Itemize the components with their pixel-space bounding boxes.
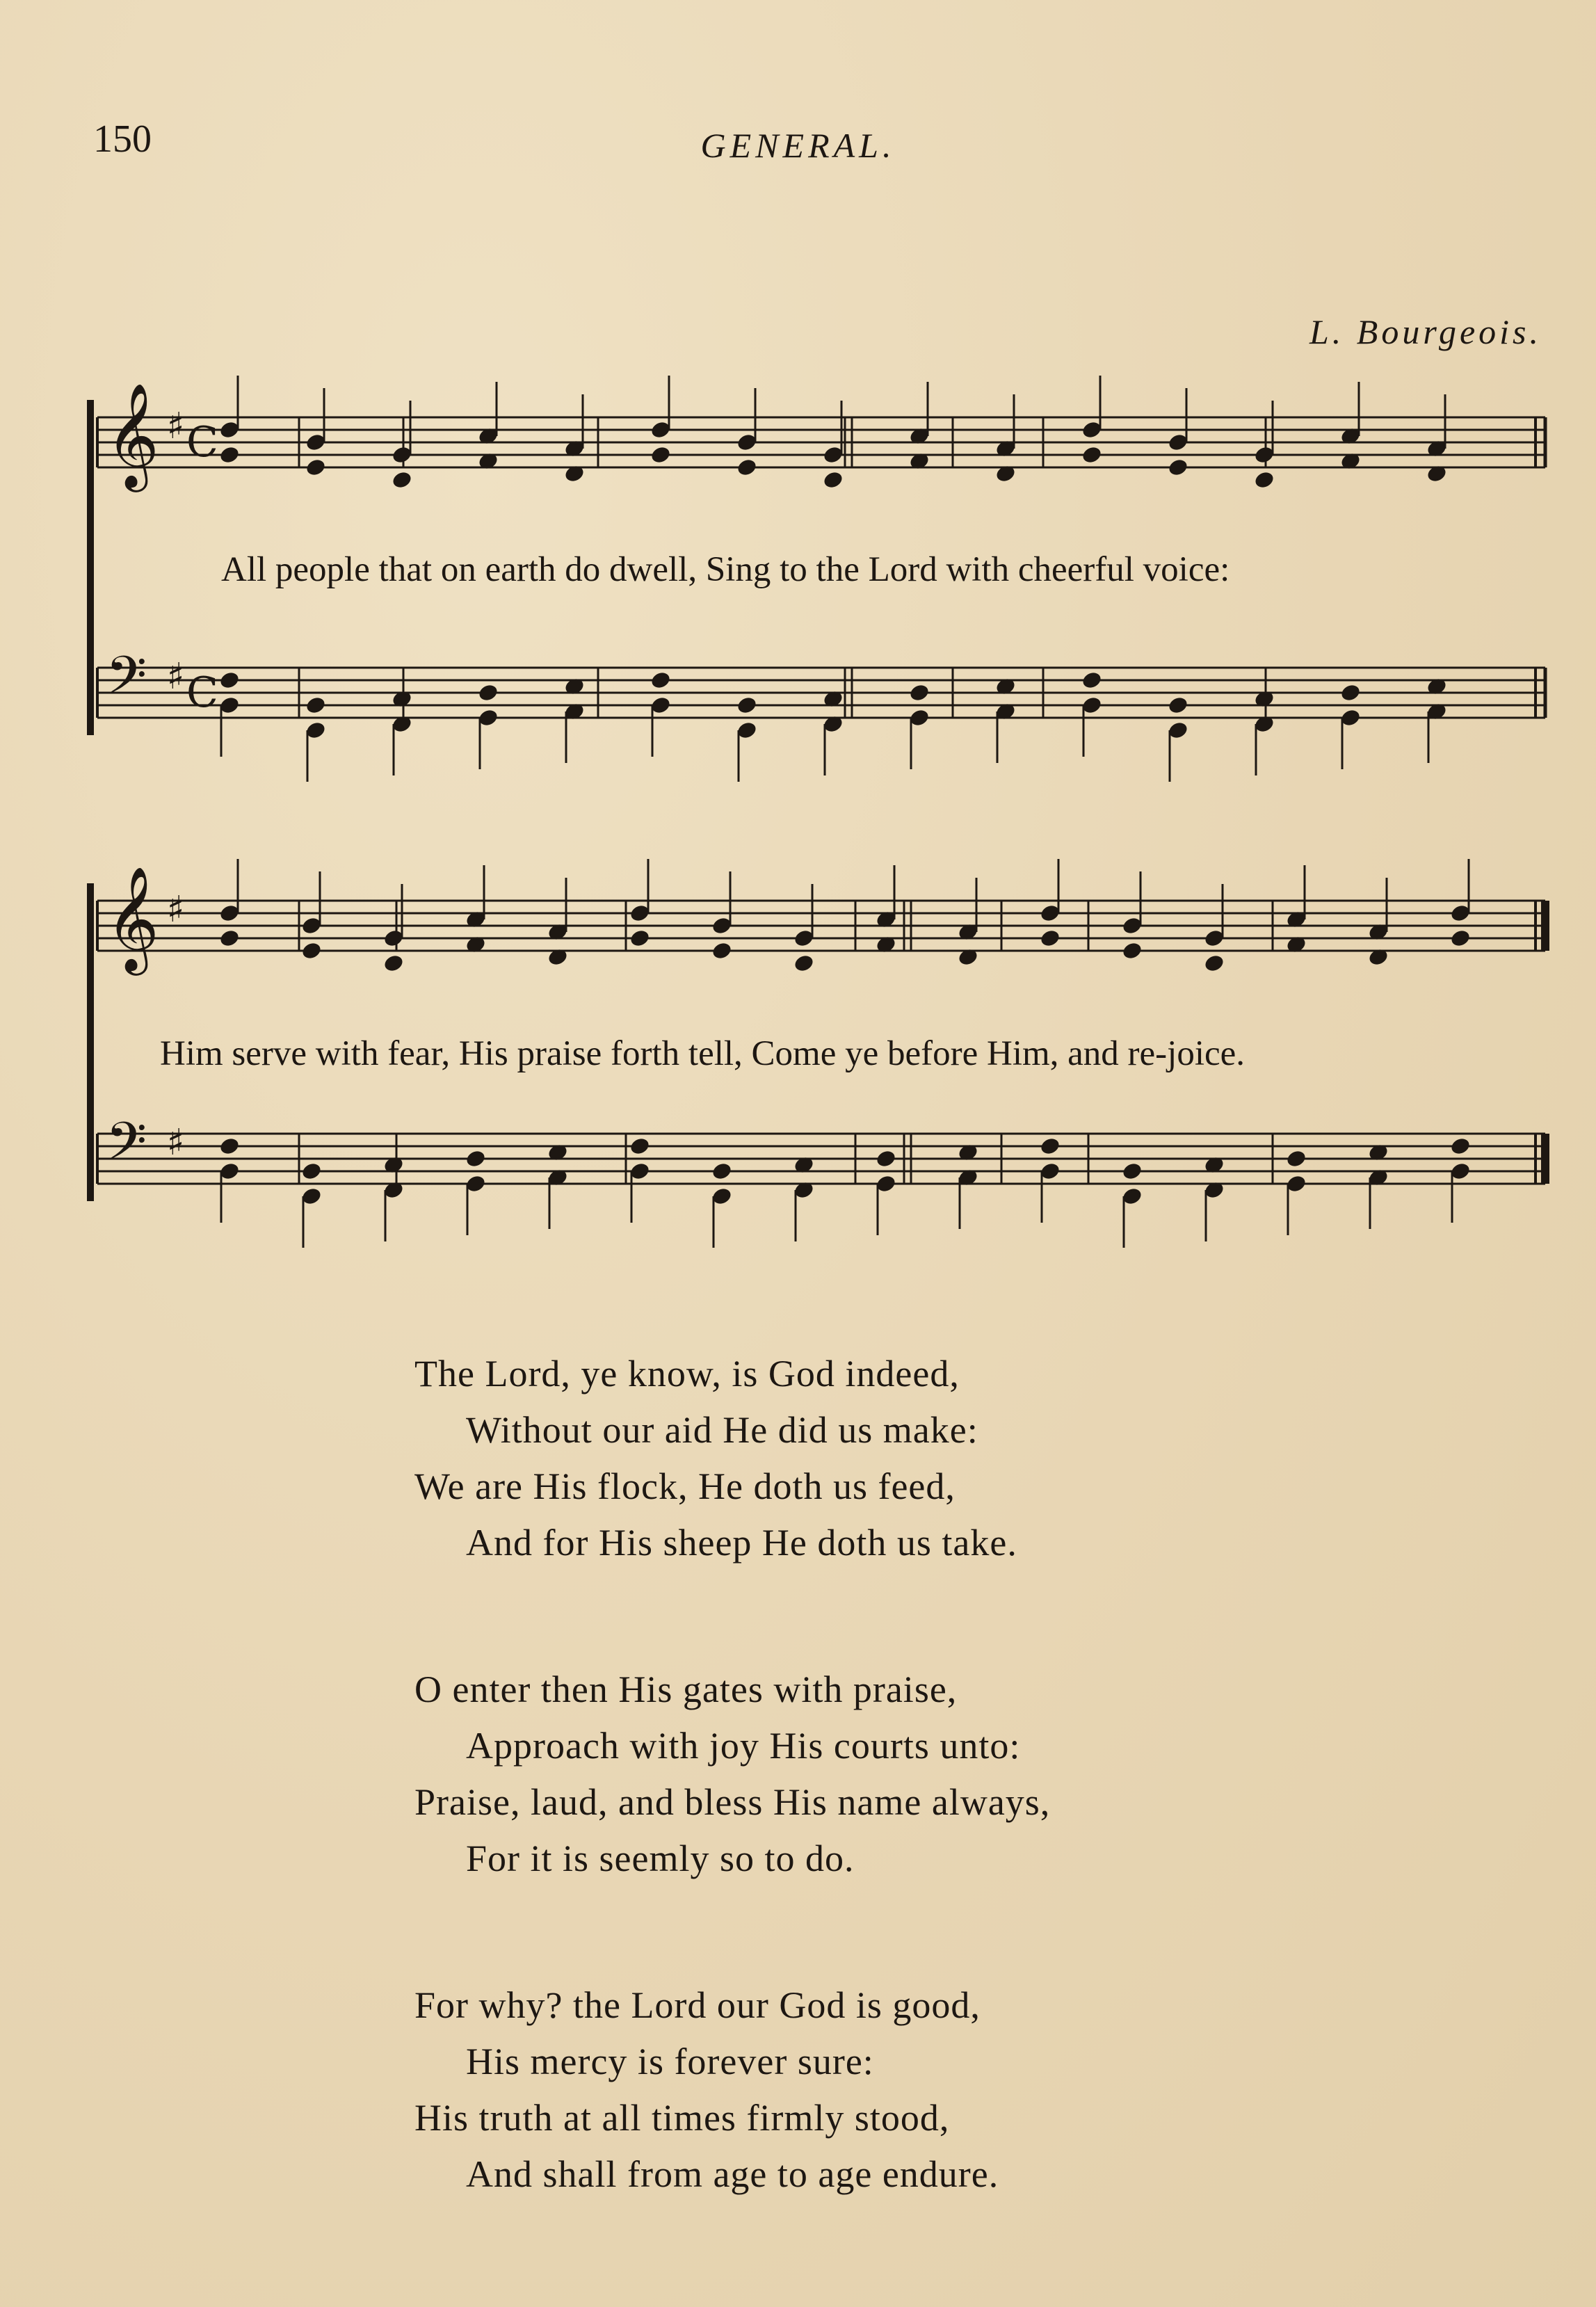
bass-clef: 𝄢 [106, 1111, 147, 1185]
key-signature: ♯ [167, 656, 185, 698]
note-head [1081, 670, 1103, 690]
note-head [1449, 928, 1472, 948]
verse-line: The Lord, ye know, is God indeed, [414, 1353, 960, 1394]
note-head [1339, 682, 1362, 702]
note-head [793, 953, 815, 973]
verse-line: And shall from age to age endure. [466, 2153, 999, 2195]
time-signature: C [186, 418, 218, 467]
note-head [382, 953, 405, 973]
verse-line: For it is seemly so to do. [466, 1838, 855, 1879]
note-head [1203, 953, 1225, 973]
note-head [1081, 444, 1103, 465]
stanza-2 [414, 1662, 1050, 1887]
note-head [1449, 1136, 1472, 1156]
key-signature: ♯ [167, 405, 185, 447]
note-head [711, 1161, 733, 1181]
note-head [822, 469, 844, 490]
note-head [477, 682, 499, 702]
verse-line: His mercy is forever sure: [466, 2041, 874, 2082]
note-head [465, 1148, 487, 1168]
note-head [305, 457, 327, 477]
note-head [1039, 928, 1061, 948]
treble-clef: 𝄞 [106, 382, 159, 488]
verse-line: Without our aid He did us make: [466, 1409, 978, 1451]
note-head [1039, 1136, 1061, 1156]
verse-line: Praise, laud, and bless His name always, [414, 1781, 1051, 1823]
note-head [629, 928, 651, 948]
note-head [1121, 1161, 1143, 1181]
stanza-1 [414, 1346, 1050, 1571]
note-head [736, 457, 758, 477]
note-head [391, 469, 413, 490]
note-head [711, 940, 733, 960]
time-signature: C [186, 668, 218, 717]
stanza-3 [414, 1977, 1050, 2203]
key-signature: ♯ [167, 1122, 185, 1164]
verse-line: Approach with joy His courts unto: [466, 1725, 1021, 1767]
treble-clef: 𝄞 [106, 865, 159, 971]
bass-clef: 𝄢 [106, 645, 147, 719]
note-head [300, 1161, 323, 1181]
note-head [1167, 457, 1189, 477]
note-head [629, 1136, 651, 1156]
verse-line: O enter then His gates with praise, [414, 1669, 958, 1710]
lyrics-line-1: All people that on earth do dwell, Sing to the Lord with cheerful voice: [221, 550, 1230, 589]
note-head [300, 940, 323, 960]
note-head [1285, 1148, 1307, 1168]
key-signature: ♯ [167, 889, 185, 931]
note-head [305, 695, 327, 715]
note-head [875, 1148, 897, 1168]
note-head [736, 695, 758, 715]
note-head [908, 682, 930, 702]
note-head [218, 670, 241, 690]
verse-line: And for His sheep He doth us take. [466, 1522, 1017, 1564]
note-head [218, 928, 241, 948]
note-head [1253, 469, 1275, 490]
composer-credit: L. Bourgeois. [1309, 312, 1542, 351]
note-head [1121, 940, 1143, 960]
running-head: GENERAL. [700, 126, 896, 165]
verses [414, 1346, 1050, 2293]
note-head [650, 670, 672, 690]
verse-line: His truth at all times firmly stood, [414, 2097, 950, 2139]
lyrics-line-2: Him serve with fear, His praise forth tell, Come ye before Him, and re-joice. [160, 1034, 1246, 1073]
note-head [1167, 695, 1189, 715]
note-head [218, 1136, 241, 1156]
verse-line: We are His flock, He doth us feed, [414, 1465, 956, 1507]
note-head [650, 444, 672, 465]
verse-line: For why? the Lord our God is good, [414, 1984, 981, 2026]
page-number: 150 [93, 118, 152, 161]
note-head [218, 444, 241, 465]
